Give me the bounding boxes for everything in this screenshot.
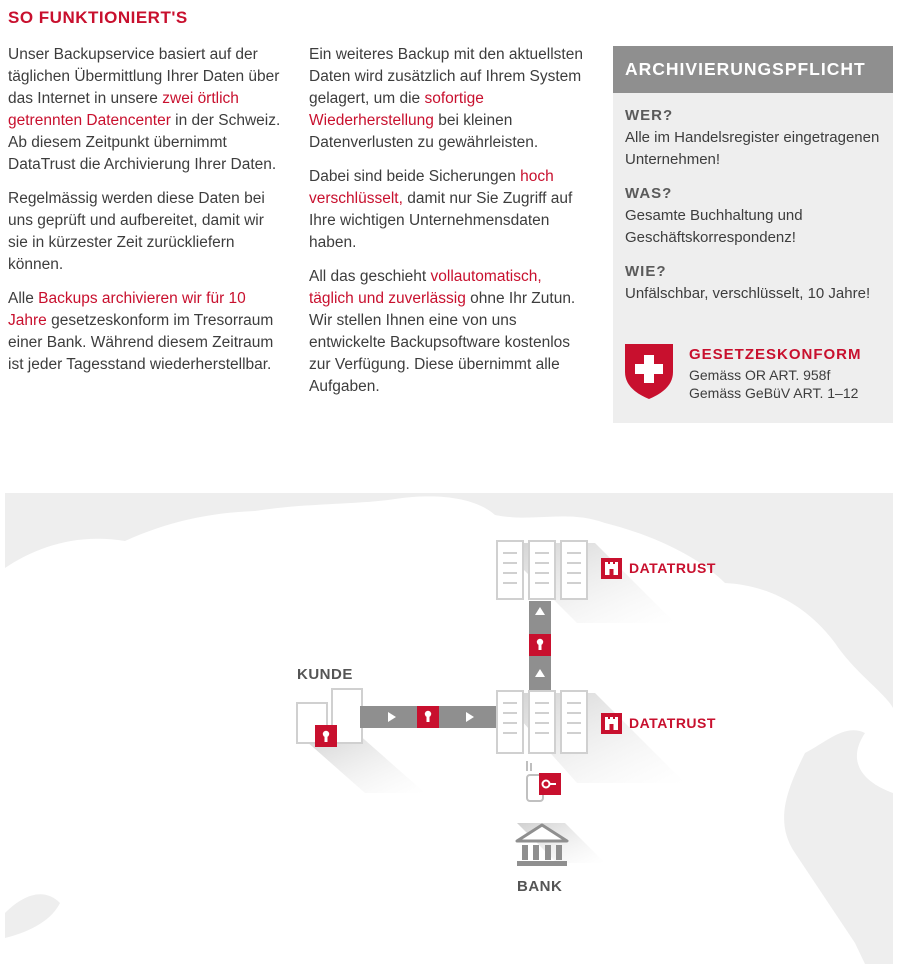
archive-duty-title: ARCHIVIERUNGSPFLICHT bbox=[613, 46, 893, 93]
text-span: Unser Backupservice basiert auf der täglichen Übermittlung Ihrer Daten über das Internet in unsere bbox=[8, 46, 280, 107]
datacenter-north-icon bbox=[497, 541, 587, 599]
page-title: SO FUNKTIONIERT'S bbox=[8, 8, 188, 27]
text-span: Ein weiteres Backup mit den aktuellsten Daten wird zusätzlich auf Ihrem System gelagert, um die bbox=[309, 46, 583, 107]
switzerland-map bbox=[5, 493, 893, 964]
highlight-text: vollautomatisch, täglich und zuverlässig bbox=[309, 268, 542, 307]
archive-duty-box bbox=[613, 46, 893, 423]
map-graphic bbox=[5, 493, 893, 964]
paragraph bbox=[309, 266, 587, 398]
text-column-2 bbox=[309, 44, 587, 410]
datacenter-name: DATATRUST bbox=[629, 715, 716, 731]
text-span: All das geschieht bbox=[309, 268, 431, 285]
datatrust-label-south bbox=[601, 713, 731, 735]
bank-label: BANK bbox=[517, 878, 563, 895]
lock-icon bbox=[529, 634, 551, 656]
datacenter-south-icon bbox=[497, 691, 587, 753]
swiss-shield-icon bbox=[623, 342, 675, 400]
castle-tower-icon bbox=[601, 713, 622, 734]
question-what bbox=[625, 183, 893, 249]
castle-tower-icon bbox=[601, 558, 622, 579]
compliance-line: Gemäss GeBüV ART. 1–12 bbox=[689, 385, 859, 401]
highlight-text: sofortige Wiederherstellung bbox=[309, 90, 484, 129]
highlight-text: zwei örtlich getrennten Datencenter bbox=[8, 90, 239, 129]
paragraph bbox=[309, 166, 587, 254]
text-span: Dabei sind beide Sicherungen bbox=[309, 168, 521, 185]
text-span: bei kleinen Datenverlusten zu gewährleisten. bbox=[309, 112, 539, 151]
paragraph: Regelmässig werden diese Daten bei uns geprüft und aufbereitet, damit wir sie in kürzester Zeit zurückliefern können. bbox=[8, 190, 265, 273]
text-column-1 bbox=[8, 44, 286, 388]
paragraph bbox=[8, 44, 286, 176]
text-span: damit nur Sie Zugriff auf Ihre wichtigen Unternehmensdaten haben. bbox=[309, 190, 573, 251]
question-answer: Gesamte Buchhaltung und Geschäftskorrespondenz! bbox=[625, 207, 803, 246]
question-label: WIE? bbox=[625, 263, 667, 280]
text-span: gesetzeskonform im Tresorraum einer Bank. Während diesem Zeitraum ist jeder Tagesstand wiederherstellbar. bbox=[8, 312, 274, 373]
customer-label: KUNDE bbox=[297, 666, 353, 683]
question-how bbox=[625, 261, 893, 305]
compliance-line: Gemäss OR ART. 958f bbox=[689, 367, 831, 383]
question-label: WAS? bbox=[625, 185, 673, 202]
question-answer: Alle im Handelsregister eingetragenen Unternehmen! bbox=[625, 129, 880, 168]
question-who bbox=[625, 105, 893, 171]
text-span: in der Schweiz. Ab diesem Zeitpunkt übernimmt DataTrust die Archivierung Ihrer Daten. bbox=[8, 112, 281, 173]
text-span: ohne Ihr Zutun. Wir stellen Ihnen eine von uns entwickelte Backupsoftware kostenlos zur Verfügung. Diese übernimmt alle Aufgaben. bbox=[309, 290, 576, 395]
compliance-title: GESETZESKONFORM bbox=[689, 346, 862, 363]
question-answer: Unfälschbar, verschlüsselt, 10 Jahre! bbox=[625, 285, 871, 302]
datatrust-label-north bbox=[601, 558, 731, 580]
lock-icon bbox=[315, 725, 337, 747]
highlight-text: Backups archivieren wir für 10 Jahre bbox=[8, 290, 246, 329]
datacenter-name: DATATRUST bbox=[629, 560, 716, 576]
highlight-text: hoch verschlüsselt, bbox=[309, 168, 554, 207]
compliance-text bbox=[689, 346, 889, 402]
lock-icon bbox=[417, 706, 439, 728]
text-span: Alle bbox=[8, 290, 39, 307]
question-label: WER? bbox=[625, 107, 674, 124]
paragraph bbox=[8, 288, 286, 376]
paragraph bbox=[309, 44, 587, 154]
